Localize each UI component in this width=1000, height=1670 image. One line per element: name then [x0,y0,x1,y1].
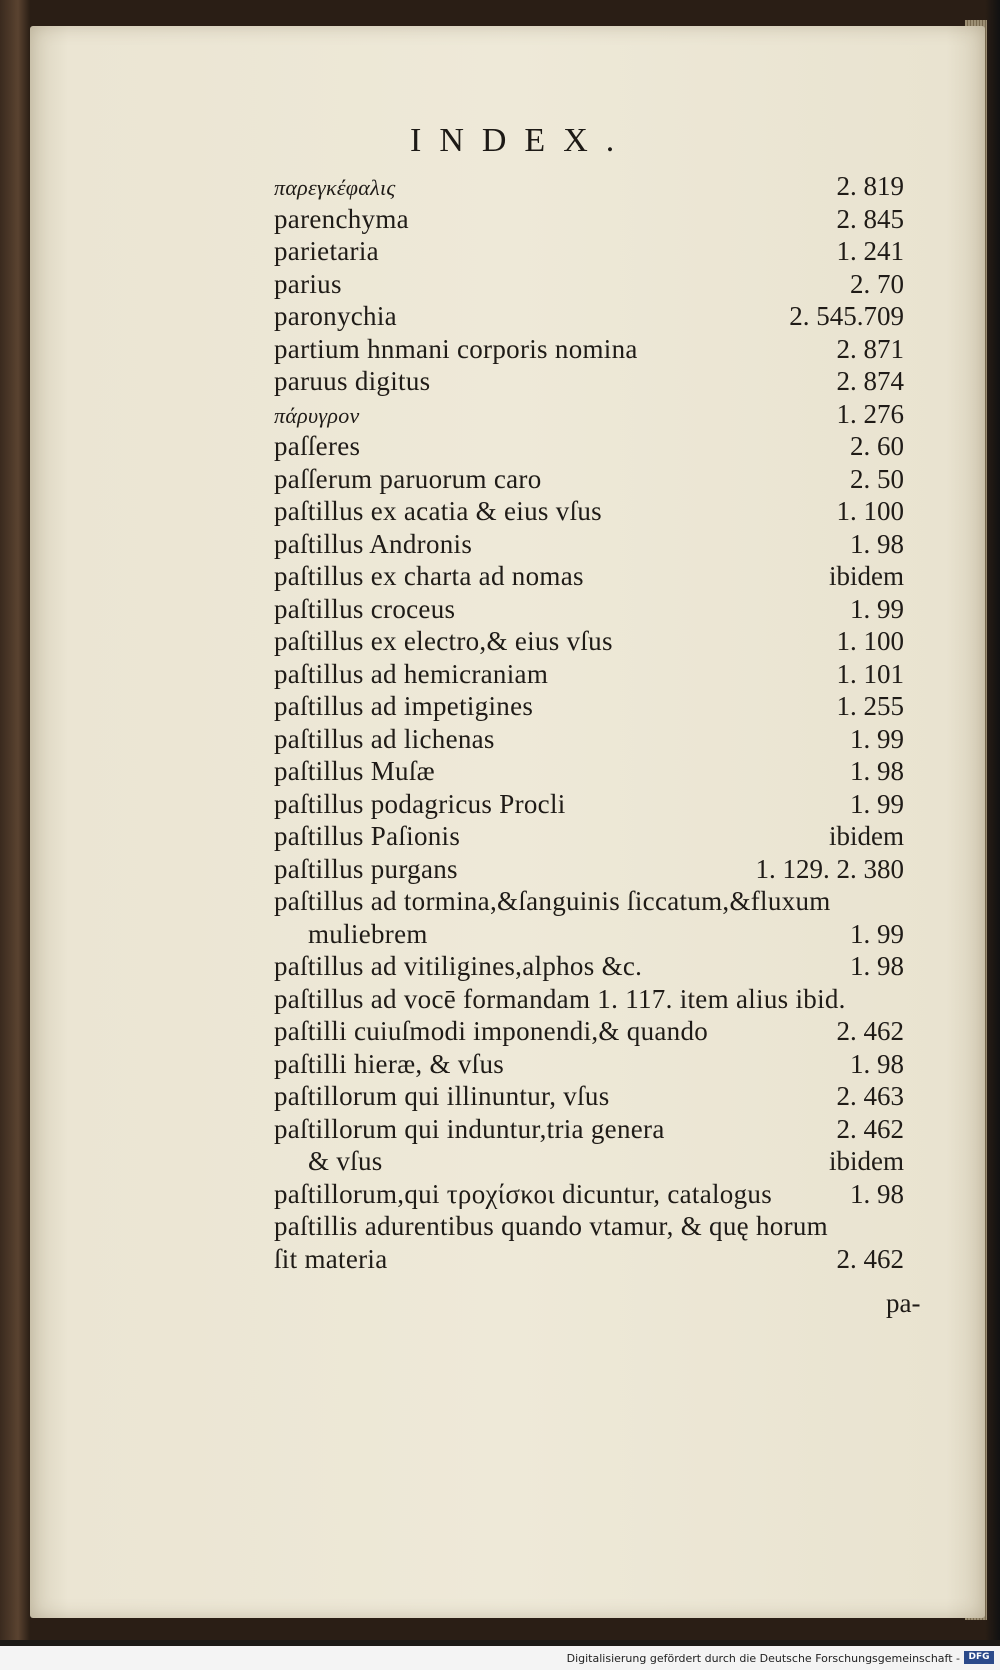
entry-reference: 1. 99 [850,593,904,624]
index-entry [274,690,904,723]
entry-reference: 2. 874 [836,366,904,396]
entry-term: paſtilli hieræ, & vſus [274,1048,505,1079]
index-entry [274,300,904,333]
index-entry [274,983,904,1016]
index-entry [274,853,904,886]
entry-reference: 1. 98 [850,1178,904,1209]
index-entry [274,723,904,756]
entry-term: paſtillus Muſæ [274,756,435,786]
index-entry [274,950,904,983]
entry-reference: ibidem [829,1146,904,1176]
entry-term: paſtillus ad tormina,&ſanguinis ſiccatum,&fluxum [274,886,831,916]
index-entry [274,1113,904,1146]
page [30,26,985,1618]
index-entry [274,495,904,528]
entry-term: paruus digitus [274,366,431,396]
entry-reference: 1. 241 [836,236,904,266]
entry-term: paſtillus croceus [274,593,456,624]
entry-reference: 2. 462 [836,1016,904,1046]
digitization-footer [0,1646,1000,1670]
index-entry [274,918,904,951]
index-entry [274,430,904,463]
index-entry [274,755,904,788]
entry-reference: 2. 819 [836,171,904,201]
entry-term: paronychia [274,301,397,331]
entry-reference: 1. 98 [850,951,904,981]
entry-term: paſtillus ad vitiligines,alphos &c. [274,951,643,981]
index-entry [274,398,904,431]
index-entry [274,885,904,918]
index-entry [274,203,904,236]
entry-term: paſtillus ad impetigines [274,691,534,721]
entry-reference: 1. 98 [850,1048,904,1079]
entry-term: & vſus [308,1146,383,1176]
entry-reference: 1. 100 [836,626,904,656]
entry-reference: 1. 276 [836,398,904,429]
entry-reference: 1. 100 [836,496,904,526]
index-entry [274,170,904,203]
entry-term: paſtillorum,qui τροχίσκοι dicuntur, catalogus [274,1178,772,1209]
entry-term: paſtillus Paſionis [274,821,461,851]
entry-term: paſſerum paruorum caro [274,463,542,494]
entry-term: paſtillus purgans [274,853,458,884]
page-title: INDEX. [410,122,633,159]
index-entry [274,788,904,821]
entry-term: paſtillorum qui illinuntur, vſus [274,1081,610,1111]
index-entries [274,170,904,1275]
entry-reference: 1. 99 [850,723,904,754]
entry-term: paſtillus ex electro,& eius vſus [274,626,613,656]
index-entry [274,1178,904,1211]
index-entry [274,333,904,366]
index-entry [274,268,904,301]
index-entry [274,820,904,853]
entry-term: ſit materia [274,1243,388,1274]
entry-reference: 1. 129. 2. 380 [755,853,904,884]
index-entry [274,593,904,626]
entry-reference: 1. 99 [850,788,904,819]
index-entry [274,1145,904,1178]
entry-reference: 1. 98 [850,756,904,786]
entry-term: paſtillis adurentibus quando vtamur, & quę horum [274,1211,828,1241]
entry-term: paſtillus ad vocē formandam 1. 117. item alius ibid. [274,983,846,1014]
index-entry [274,528,904,561]
index-entry [274,1080,904,1113]
entry-term: paſtillus ad lichenas [274,723,495,754]
entry-reference: 1. 255 [836,691,904,721]
entry-term: parenchyma [274,203,409,234]
index-entry [274,235,904,268]
index-entry [274,1048,904,1081]
entry-term: parius [274,268,342,299]
entry-term: muliebrem [308,918,428,949]
index-entry [274,463,904,496]
entry-reference: 2. 462 [836,1243,904,1274]
entry-reference: 1. 98 [850,528,904,559]
index-entry [274,625,904,658]
index-entry [274,1210,904,1243]
entry-reference: 1. 101 [836,658,904,689]
entry-reference: ibidem [829,561,904,591]
entry-reference: 2. 462 [836,1113,904,1144]
index-entry [274,658,904,691]
index-entry [274,365,904,398]
entry-term: paſſeres [274,431,361,461]
entry-term: paſtillus podagricus Procli [274,788,566,819]
entry-term: paſtillus ex charta ad nomas [274,561,584,591]
entry-reference: 2. 50 [850,463,904,494]
index-entry [274,560,904,593]
entry-term: paſtilli cuiuſmodi imponendi,& quando [274,1016,709,1046]
entry-term: partium hnmani corporis nomina [274,333,638,364]
footer-text: Digitalisierung gefördert durch die Deutsche Forschungsgemeinschaft - [566,1652,960,1665]
entry-reference: 2. 871 [836,333,904,364]
index-entry [274,1015,904,1048]
entry-term: parietaria [274,236,379,266]
entry-reference: ibidem [829,821,904,851]
entry-reference: 2. 70 [850,268,904,299]
entry-term: πάρυγρον [274,402,360,428]
entry-reference: 2. 60 [850,431,904,461]
entry-term: paſtillorum qui induntur,tria genera [274,1113,665,1144]
entry-term: paſtillus ad hemicraniam [274,658,549,689]
entry-reference: 1. 99 [850,918,904,949]
dfg-logo: DFG [964,1651,994,1664]
entry-reference: 2. 545.709 [789,301,904,331]
entry-term: παρεγκέφαλις [274,175,396,200]
entry-reference: 2. 463 [836,1081,904,1111]
index-entry [274,1243,904,1276]
entry-reference: 2. 845 [836,203,904,234]
catchword: pa- [886,1288,921,1318]
entry-term: paſtillus ex acatia & eius vſus [274,496,602,526]
entry-term: paſtillus Andronis [274,528,473,559]
